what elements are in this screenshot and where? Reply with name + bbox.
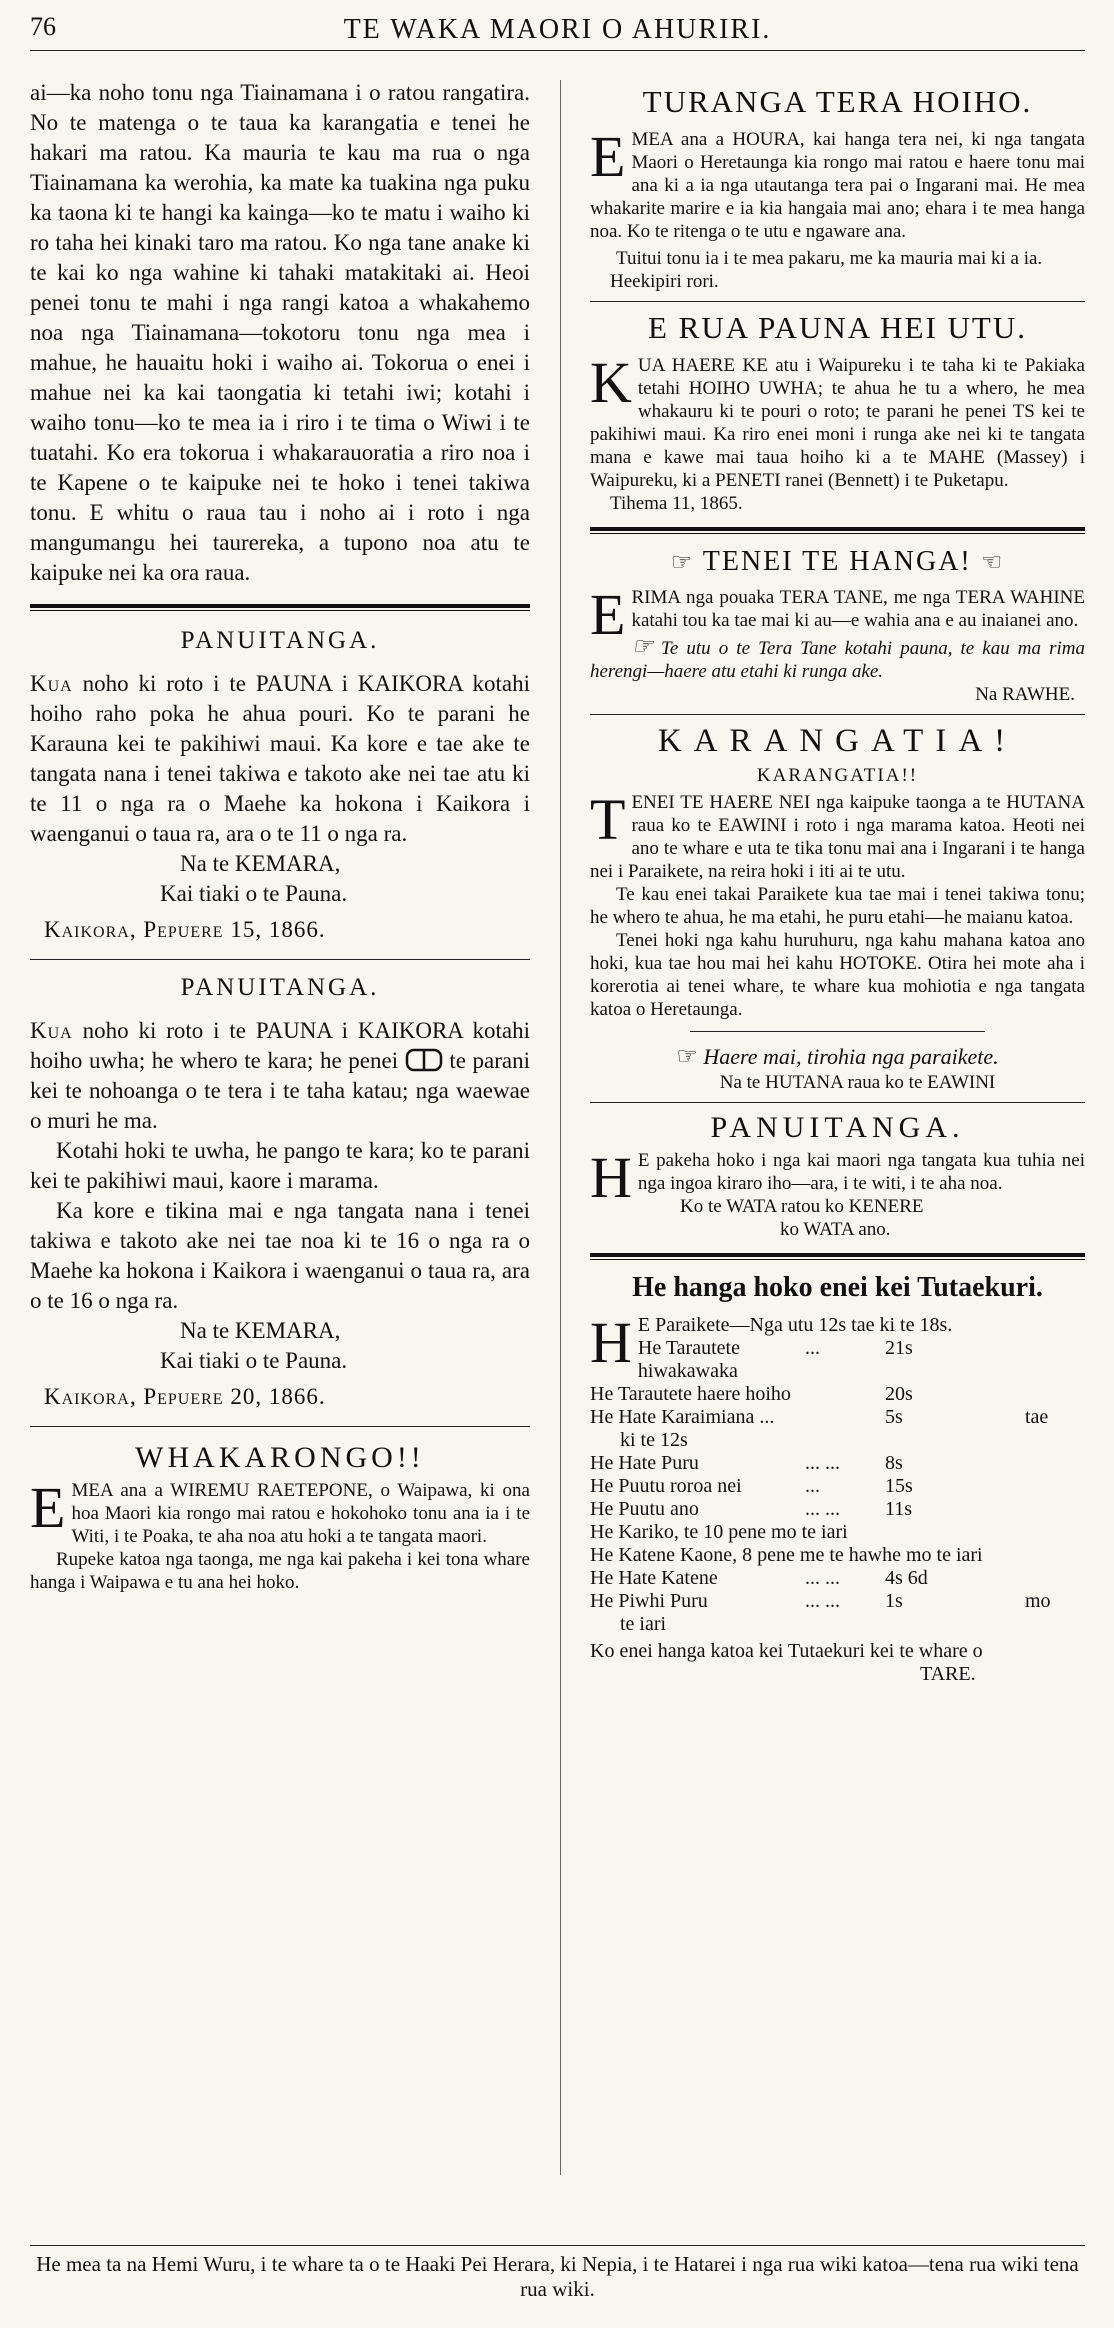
item-price: 20s: [885, 1383, 913, 1405]
ad-text: RIMA nga pouaka TERA TANE, me nga TERA WAHINE katahi tou ka tae mai ki au—e wahia ana e au inaianei ano.: [631, 587, 1085, 631]
notice-pauna-2: [30, 974, 530, 1412]
ad-heading: TENEI TE HANGA!: [702, 546, 972, 577]
drop-cap: H: [590, 1310, 632, 1375]
ad-note: Te utu o te Tera Tane kotahi pauna, te kau ma rima herengi—haere atu etahi ki runga ake.: [590, 638, 1086, 682]
drop-cap: E: [590, 582, 626, 647]
column-divider: [560, 80, 561, 2175]
ad-text: MEA ana a HOURA, kai hanga tera nei, ki nga tangata Maori o Heretaunga kia rongo mai ratou e haere tonu mai ana ki a ia nga utautanga tera pai o Ingarani mai. He mea whakarite marire e ia kia hangaia mai ano; ehara i te mea hanga noa. Ko te ritenga o te utu e ngaware ana.: [590, 129, 1085, 242]
item-extra: [1025, 1475, 1085, 1498]
ad-heading: TURANGA TERA HOIHO.: [642, 84, 1033, 119]
notice-whakarongo: [30, 1441, 530, 1594]
dateline: Tihema 11, 1865.: [610, 493, 743, 514]
signature-title: Kai tiaki o te Pauna.: [160, 1348, 348, 1373]
item-name: ki te 12s: [620, 1429, 688, 1451]
ad-signature: Na te HUTANA raua ko te EAWINI: [719, 1072, 996, 1093]
notice-text-cont: te parani kei te nohoanga o te tera i te taha katau; nga waewae o muri he ma.: [30, 1048, 530, 1133]
item-price: 15s: [885, 1475, 913, 1497]
item-name: He Tarautete hiwakawaka: [637, 1337, 740, 1382]
leader-dots: ... ...: [805, 1498, 840, 1520]
item-price: 21s: [885, 1337, 913, 1359]
running-title: TE WAKA MAORI O AHURIRI.: [343, 14, 772, 45]
drop-cap: H: [590, 1145, 632, 1210]
section-rule: [590, 1102, 1085, 1103]
leader-dots: ...: [805, 1337, 820, 1359]
double-rule: [590, 1253, 1085, 1260]
continued-article: ai—ka noho tonu nga Tiainamana i o ratou rangatira. No te matenga o te taua ka karangatia e tenei he hakari ma ratou. Ka mauria te kau ma rua o nga Tiainamana ka werohia, ka mate ka tuakina nga puku ka taona ki te hangi ka kainga—ko te matu i waiho ki ro taha hei kinaki taro ma ratou. Ko nga tane anake ki te kai ko nga wahine ki tahaki matakitaki ai. Heoi penei tonu te mahi i nga rangi katoa a whakahemo noa nga Tiainamana—tokotoru tonu nga mea i mahue, he hauaitu hoki i waiho ai. Tokorua o enei i mahue nei ka kai taongatia ki tetahi iwi; kotahi i waiho tonu—ko te mea ia i riro i te tima o Wiwi i te tuatahi. Ko era tokorua i whakarauoratia a riro noa i te Kapene o te kaipuke nei te hoko i tenei takiwa tonu. E whitu o raua tau i noho ai i roto i nga mangumangu hei taurereka, a tupono noa atu te kaipuke nei ka ora raua.: [30, 80, 530, 585]
page-header: [30, 10, 1085, 50]
ad-heading: He hanga hoko enei kei Tutaekuri.: [632, 1272, 1043, 1303]
ad-signature: Na RAWHE.: [975, 684, 1075, 705]
drop-cap: T: [590, 787, 626, 852]
ad-tutaekuri: [590, 1272, 1085, 1686]
ad-heading: KARANGATIA!: [657, 723, 1018, 759]
item-extra: [1025, 1452, 1085, 1475]
double-rule: [30, 604, 530, 611]
price-row: [638, 1337, 1085, 1383]
ad-invite: Haere mai, tirohia nga paraikete.: [703, 1044, 999, 1069]
notice-heading: WHAKARONGO!!: [135, 1441, 425, 1474]
ad-karangatia: [590, 723, 1085, 1094]
imprint-footer: He mea ta na Hemi Wuru, i te whare ta o te Haaki Pei Herara, ki Nepia, i te Hatarei i nga rua wiki katoa—tena rua wiki tena rua wiki.: [30, 2245, 1085, 2302]
notice-text: MEA ana a WIREMU RAETEPONE, o Waipawa, ki ona hoa Maori kia rongo mai ratou e hokohoko tonu ana ia i te Witi, i te Poaka, te aha noa atu hoki a te tangata maori.: [71, 1480, 530, 1547]
price-line: He Katene Kaone, 8 pene me te hawhe mo te iari: [590, 1544, 983, 1566]
price-row: [590, 1452, 1085, 1475]
item-extra: [1025, 1337, 1085, 1383]
price-row: [590, 1613, 1085, 1636]
notice-heading: PANUITANGA.: [180, 627, 380, 654]
item-name: He Tarautete haere hoiho: [590, 1383, 791, 1405]
price-row: [590, 1383, 1085, 1406]
leader-dots: ... ...: [805, 1452, 840, 1474]
notice-pauna-1: [30, 627, 530, 945]
leader-dots: [805, 1613, 885, 1636]
ad-text: ENEI TE HAERE NEI nga kaipuke taonga a te HUTANA raua ko te EAWINI i roto i nga marama katoa. Heoti nei ano te whare e uta te tika tonu mai ana i Ingarani i te hanga nei i Paraikete, na reira hoki i iti ai te utu.: [590, 792, 1085, 882]
section-rule: [590, 714, 1085, 715]
item-price: 1s: [885, 1590, 903, 1612]
leader-dots: [805, 1406, 885, 1429]
item-extra: [1025, 1498, 1085, 1521]
pointing-hand-left-icon: ☜: [980, 550, 1005, 576]
item-price: 5s: [885, 1406, 903, 1428]
lead-word: Kua: [30, 671, 73, 696]
drop-cap: E: [590, 124, 626, 189]
notice-paragraph: Kotahi hoki te uwha, he pango te kara; ko te parani kei te pakihiwi maui, kaore i marama.: [30, 1138, 530, 1193]
drop-cap: K: [590, 350, 632, 415]
dateline: Kaikora, Pepuere 20, 1866.: [44, 1384, 326, 1409]
ad-signature: Heekipiri rori.: [610, 271, 719, 292]
ad-text: UA HAERE KE atu i Waipureku i te taha ki te Pakiaka tetahi HOIHO UWHA; te ahua he tu a whero, he mea whakauru ki te pouri o roto; te parani he penei TS kei te pakihiwi maui. Ka riro enei moni i runga ake nei ki te tangata mana e kawe mai taua hoiho ki a te MAHE (Massey) i Waipureku, ki a PENETI ranei (Bennett) i te Puketapu.: [590, 355, 1085, 491]
ad-heading: E RUA PAUNA HEI UTU.: [647, 310, 1028, 345]
dateline: Kaikora, Pepuere 15, 1866.: [44, 917, 326, 942]
price-row: [590, 1567, 1085, 1590]
brand-mark-icon: [405, 1048, 443, 1072]
price-row: [590, 1498, 1085, 1521]
item-extra: [1025, 1613, 1085, 1636]
ad-paragraph: Tenei hoki nga kahu huruhuru, nga kahu mahana katoa ano hoki, kua tae hou mai hei kahu HOTOKE. Otira hei mote aha i korerotia ai tenei whare, te whare kua mohiotia e nga tangata katoa o Heretaunga.: [590, 930, 1085, 1020]
ad-heading: PANUITANGA.: [710, 1111, 965, 1144]
notice-heading: PANUITANGA.: [180, 974, 380, 1001]
ad-subheading: KARANGATIA!!: [756, 765, 919, 786]
leader-dots: ...: [805, 1475, 820, 1497]
signature-title: Kai tiaki o te Pauna.: [160, 881, 348, 906]
item-extra: tae: [1025, 1406, 1049, 1428]
short-rule: [690, 1031, 985, 1032]
pointing-hand-icon: ☞: [670, 550, 695, 576]
price-first-item: E Paraikete—Nga utu 12s tae ki te 18s.: [637, 1314, 953, 1336]
price-list: [590, 1310, 1085, 1686]
leader-dots: ... ...: [805, 1567, 840, 1589]
price-row: [590, 1590, 1085, 1613]
section-rule: [590, 301, 1085, 302]
leader-dots: ... ...: [805, 1590, 840, 1612]
signature-line: Na te KEMARA,: [180, 1318, 341, 1343]
price-line: He Kariko, te 10 pene mo te iari: [590, 1521, 848, 1543]
section-rule: [30, 1426, 530, 1427]
signature-line: ko WATA ano.: [780, 1219, 891, 1240]
ad-signature: TARE.: [920, 1663, 976, 1685]
price-row: [590, 1429, 1085, 1452]
ad-panuitanga: [590, 1111, 1085, 1241]
signature-line: Ko te WATA ratou ko KENERE: [680, 1196, 924, 1217]
ad-turanga-tera-hoiho: [590, 84, 1085, 293]
pointing-hand-icon: ☞: [631, 634, 653, 660]
ad-text: E pakeha hoko i nga kai maori nga tangata kua tuhia nei nga ingoa kiraro iho—ara, i te witi, i te aha noa.: [637, 1150, 1085, 1194]
item-name: He Hate Puru: [590, 1452, 699, 1474]
leader-dots: [805, 1383, 885, 1406]
page-number: 76: [30, 12, 56, 41]
ad-tenei-te-hanga: [590, 546, 1085, 706]
notice-paragraph: Ka kore e tikina mai e nga tangata nana i tenei takiwa e takoto ake nei tae noa ki te 16 o nga ra o Maehe ka hokona i Kaikora i waenganui o taua ra, ara o te 16 o nga ra.: [30, 1198, 530, 1313]
left-column: [30, 78, 530, 1594]
item-extra: [1025, 1383, 1085, 1406]
drop-cap: E: [30, 1475, 66, 1540]
closing-line: Ko enei hanga katoa kei Tutaekuri kei te whare o: [590, 1640, 983, 1662]
right-column: [590, 78, 1085, 1686]
item-price: 11s: [885, 1498, 913, 1520]
double-rule: [590, 527, 1085, 534]
item-price: 4s 6d: [885, 1567, 928, 1589]
signature-line: Na te KEMARA,: [180, 851, 341, 876]
section-rule: [30, 959, 530, 960]
pointing-hand-icon: ☞: [676, 1044, 698, 1070]
header-rule: [30, 50, 1085, 51]
item-extra: [1025, 1429, 1085, 1452]
ad-e-rua-pauna: [590, 310, 1085, 515]
notice-paragraph: Rupeke katoa nga taonga, me nga kai pakeha i kei tona whare hanga i Waipawa e tu ana hei hoko.: [30, 1549, 530, 1593]
price-row: [590, 1475, 1085, 1498]
item-name: He Hate Karaimiana ...: [590, 1406, 775, 1428]
ad-paragraph: Tuitui tonu ia i te mea pakaru, me ka mauria mai ki a ia.: [616, 248, 1043, 269]
item-extra: [1025, 1567, 1085, 1590]
item-name: He Hate Katene: [590, 1567, 718, 1589]
price-row: [590, 1406, 1085, 1429]
notice-text: noho ki roto i te PAUNA i KAIKORA kotahi hoiho raho poka he ahua pouri. Ko te parani he Karauna kei te pakihiwi maui. Ka kore e tae ake te tangata nana i tenei takiwa e takoto ake nei tae atu ki te 11 o nga ra o Maehe ka hokona i Kaikora i waenganui o taua ra, ara o te 11 o nga ra.: [30, 671, 530, 846]
item-price: 8s: [885, 1452, 903, 1474]
lead-word: Kua: [30, 1018, 73, 1043]
item-price: [885, 1613, 1025, 1636]
item-name: He Puutu roroa nei: [590, 1475, 742, 1497]
item-extra: mo: [1025, 1590, 1051, 1612]
item-name: te iari: [620, 1613, 667, 1635]
item-name: He Puutu ano: [590, 1498, 699, 1520]
item-price: [885, 1429, 1025, 1452]
ad-paragraph: Te kau enei takai Paraikete kua tae mai i tenei takiwa tonu; he whero te ahua, he ma etahi, he puru etahi—he maianu katoa.: [590, 884, 1085, 928]
item-name: He Piwhi Puru: [590, 1590, 708, 1612]
leader-dots: [805, 1429, 885, 1452]
notice-text: noho ki roto i te PAUNA i KAIKORA kotahi hoiho uwha; he whero te kara; he penei: [30, 1018, 530, 1073]
